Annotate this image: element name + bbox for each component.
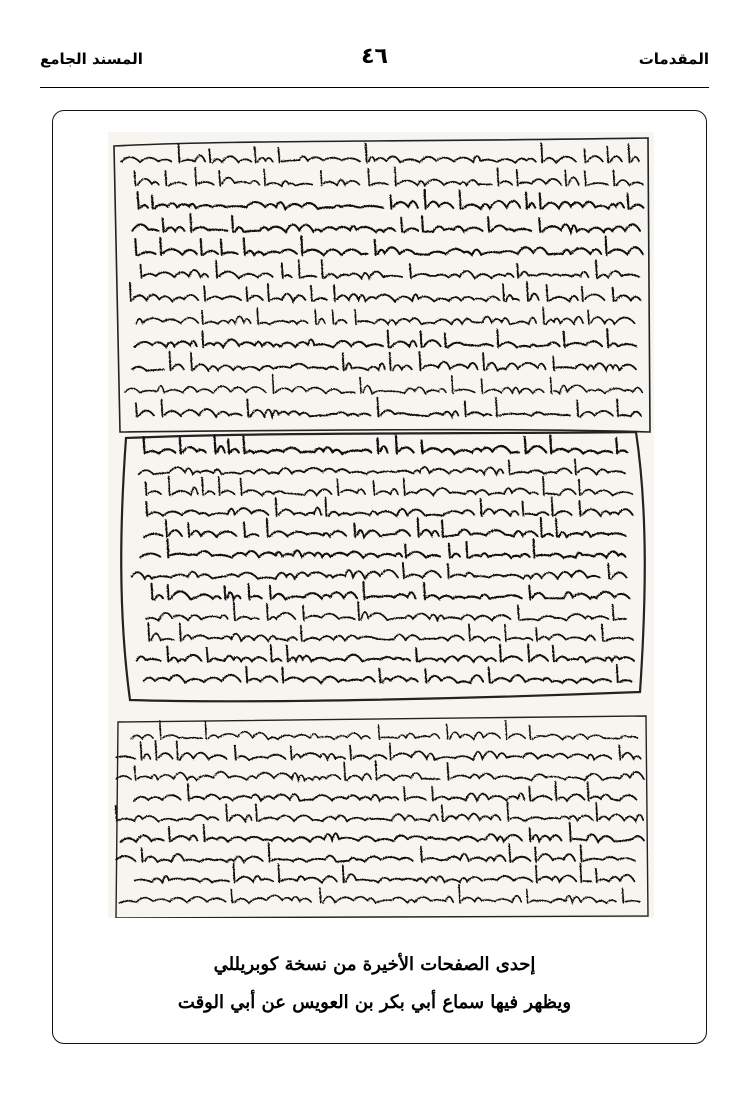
handwriting-line (127, 236, 643, 255)
handwriting-line (132, 214, 640, 232)
handwriting-line (132, 260, 640, 278)
handwriting-line (131, 167, 644, 186)
manuscript-image (108, 132, 654, 918)
handwriting-line (140, 539, 625, 558)
handwriting-line (116, 741, 640, 760)
section-title: المقدمات (638, 50, 709, 68)
handwriting-line (138, 435, 627, 454)
handwriting-line (110, 802, 644, 821)
page-number: ٤٦ (361, 44, 388, 69)
handwriting-line (136, 308, 634, 325)
header-divider (40, 87, 709, 88)
handwriting-line (119, 885, 640, 904)
handwriting-line (131, 721, 638, 740)
handwriting-line (132, 352, 636, 371)
handwriting-line (140, 497, 633, 516)
handwriting-line (130, 398, 641, 417)
handwriting-line (132, 563, 627, 579)
handwriting-line (144, 518, 625, 537)
handwriting-line (142, 623, 634, 641)
book-title: المسند الجامع (40, 50, 143, 68)
handwriting-line (146, 602, 626, 621)
handwriting-line (121, 144, 639, 163)
handwriting-line (121, 823, 644, 842)
handwriting-line (134, 782, 637, 801)
handwriting-line (125, 375, 643, 394)
handwriting-line (130, 190, 644, 209)
handwriting-line (116, 843, 635, 862)
handwriting-line (126, 282, 640, 301)
handwriting-line (144, 582, 629, 599)
handwriting-line (135, 329, 637, 348)
handwriting-line (144, 665, 632, 683)
manuscript-drawing (108, 132, 654, 918)
page-header (40, 40, 709, 74)
figure-caption-line-1: إحدى الصفحات الأخيرة من نسخة كوبريللي (213, 954, 536, 975)
figure-caption-line-2: ويظهر فيها سماع أبي بكر بن العويس عن أبي الوقت (177, 992, 572, 1013)
handwriting-line (135, 864, 635, 883)
handwriting-line (137, 645, 634, 663)
handwriting-line (137, 477, 633, 496)
handwriting-line (116, 761, 644, 780)
handwriting-line (139, 459, 625, 474)
